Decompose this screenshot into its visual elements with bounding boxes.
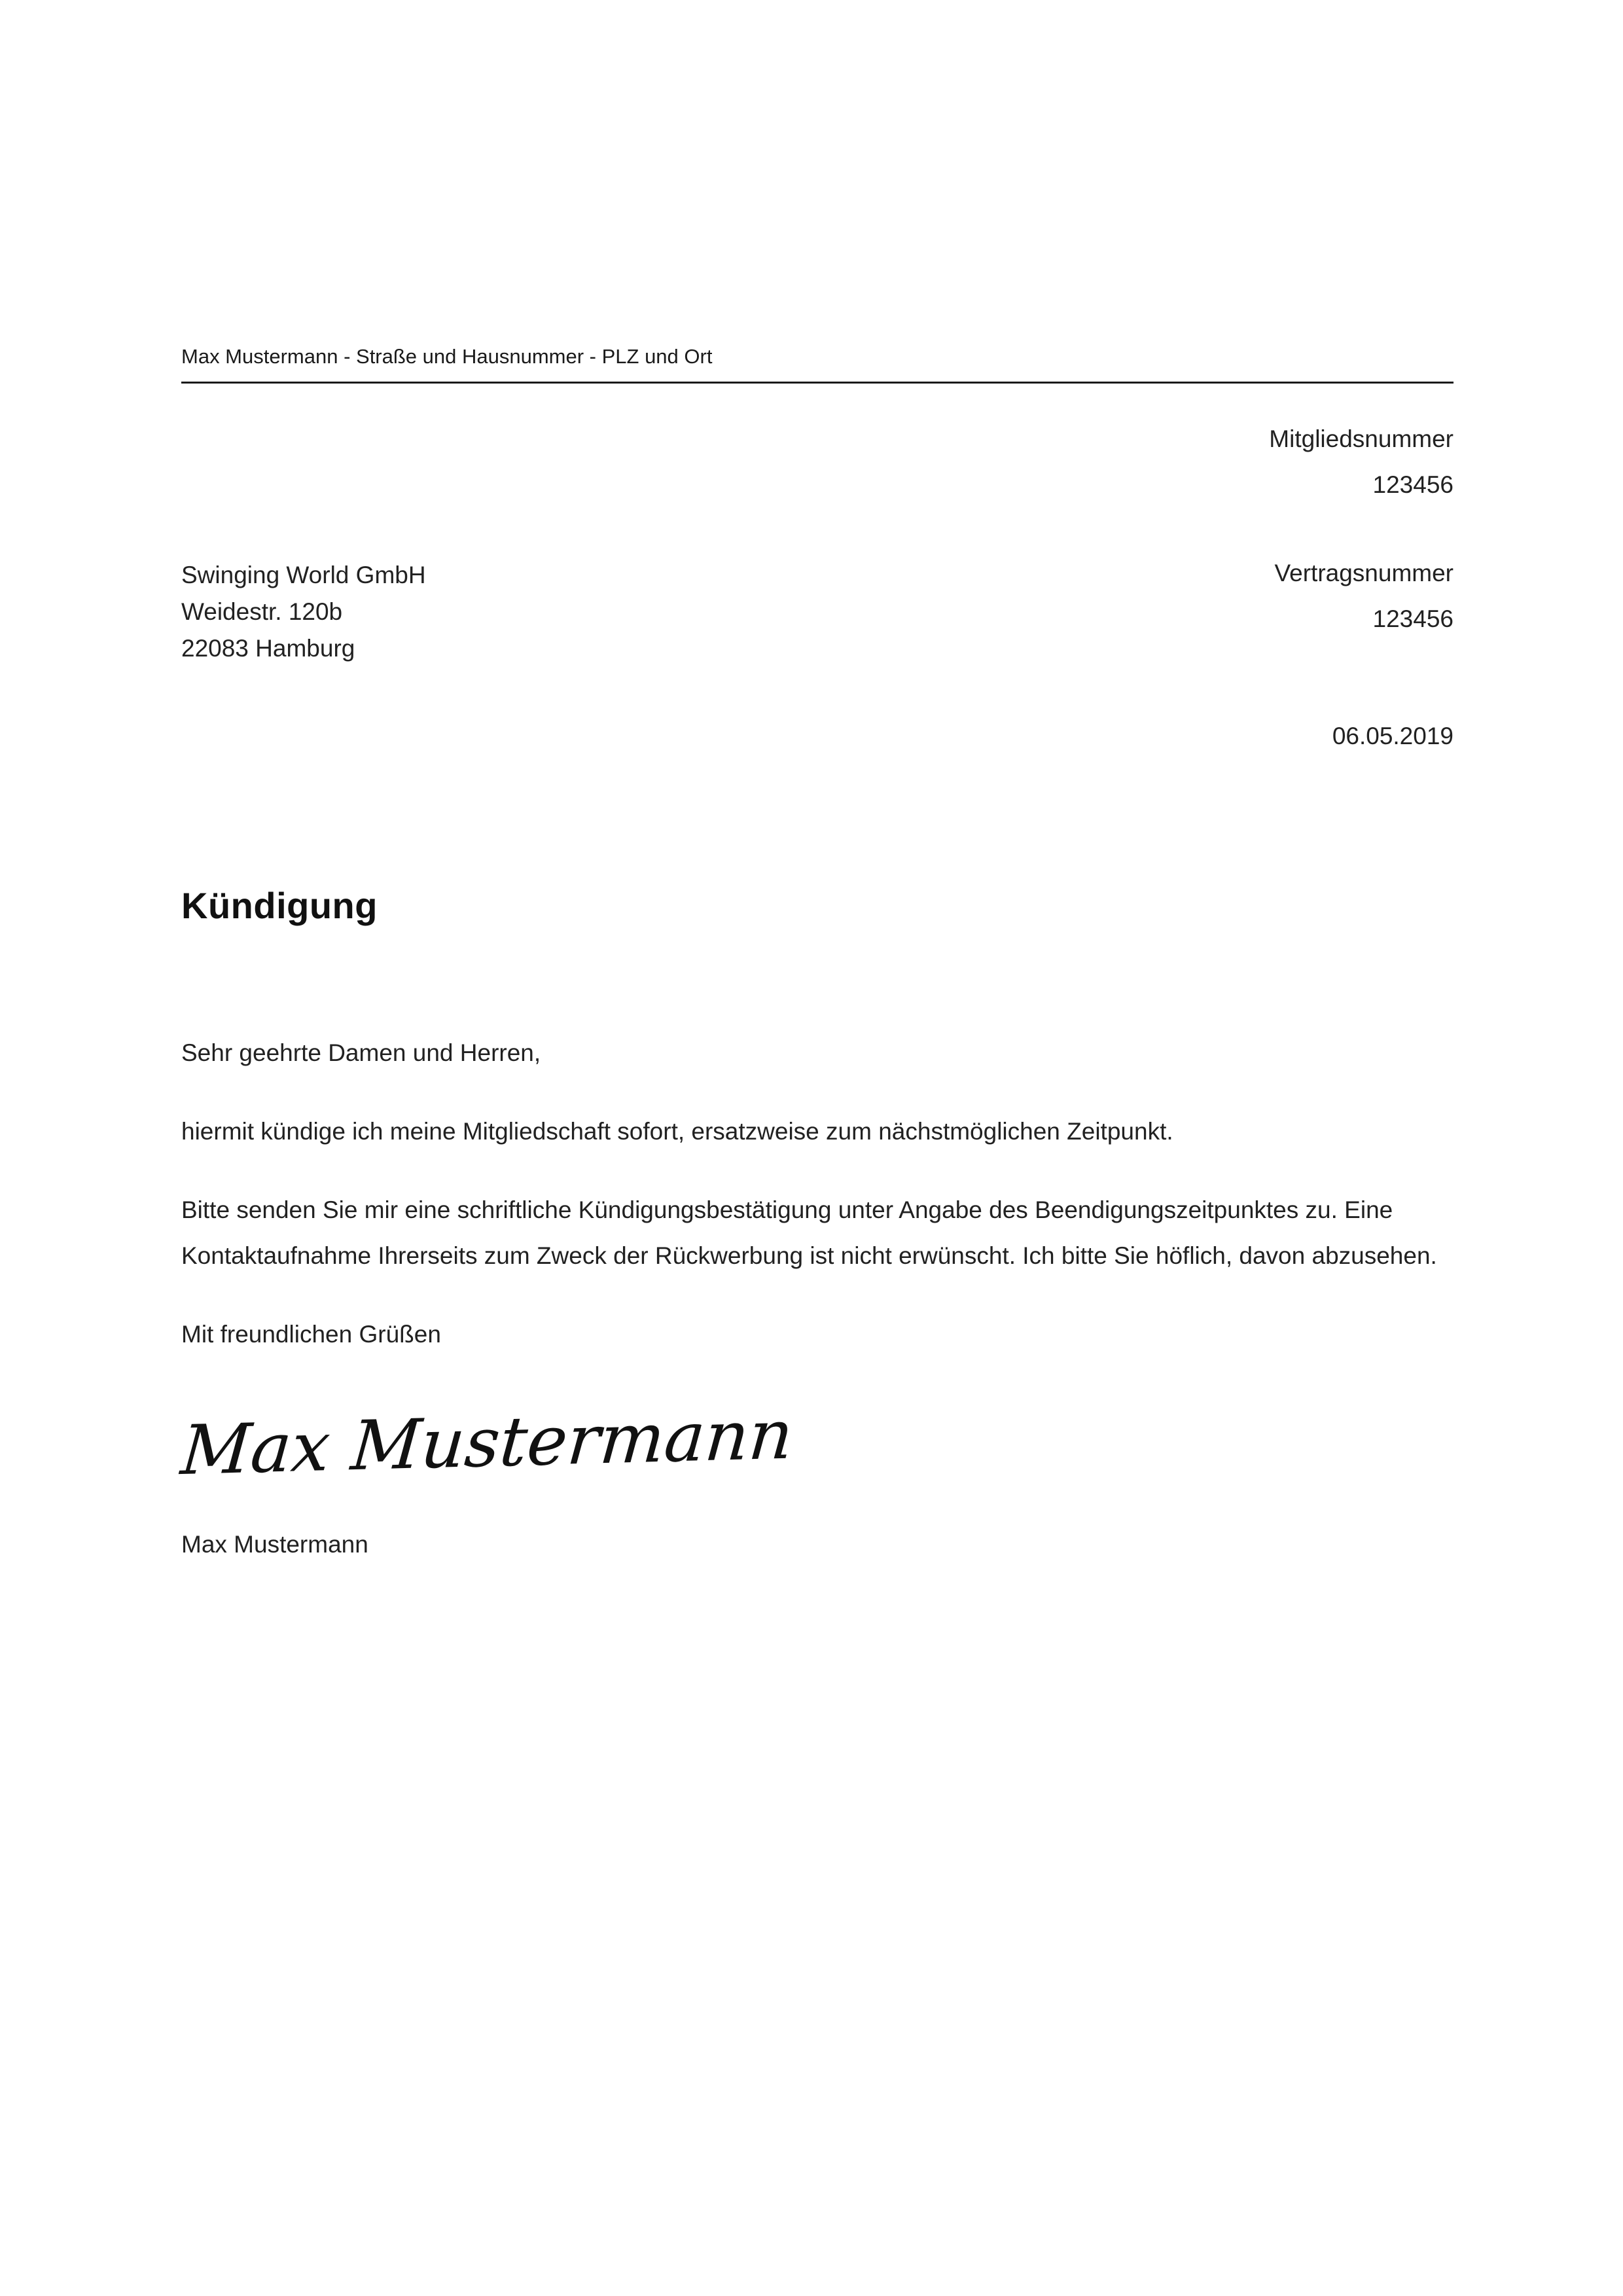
recipient-name: Swinging World GmbH <box>181 562 426 589</box>
letter-date: 06.05.2019 <box>1332 723 1454 750</box>
closing-phrase: Mit freundlichen Grüßen <box>181 1321 441 1348</box>
body-paragraph-1: hiermit kündige ich meine Mitgliedschaft sofort, ersatzweise zum nächstmöglichen Zeitpunkt. <box>181 1118 1173 1145</box>
membership-number-value: 123456 <box>1372 471 1454 499</box>
contract-block <box>1275 557 1454 636</box>
membership-number-label: Mitgliedsnummer <box>1269 425 1454 453</box>
body-paragraph-2: Bitte senden Sie mir eine schriftliche Kündigungsbestätigung unter Angabe des Beendigungszeitpunktes zu. Eine Kontaktaufnahme Ihrerseits zum Zweck der Rückwerbung ist nicht erwünscht. Ich bitte Sie höflich, davon abzusehen. <box>181 1196 1437 1270</box>
handwritten-signature: Max Mustermann <box>178 1394 796 1491</box>
address-row <box>181 557 1454 667</box>
salutation: Sehr geehrte Damen und Herren, <box>181 1039 541 1067</box>
letter-subject: Kündigung <box>181 885 378 927</box>
recipient-street: Weidestr. 120b <box>181 598 343 626</box>
recipient-city: 22083 Hamburg <box>181 635 355 662</box>
typed-signature-name: Max Mustermann <box>181 1530 368 1558</box>
membership-block <box>181 423 1454 501</box>
sender-address-line: Max Mustermann - Straße und Hausnummer - PLZ und Ort <box>181 344 1454 384</box>
contract-number-value: 123456 <box>1372 605 1454 633</box>
contract-number-label: Vertragsnummer <box>1274 560 1454 587</box>
recipient-address <box>181 557 426 667</box>
